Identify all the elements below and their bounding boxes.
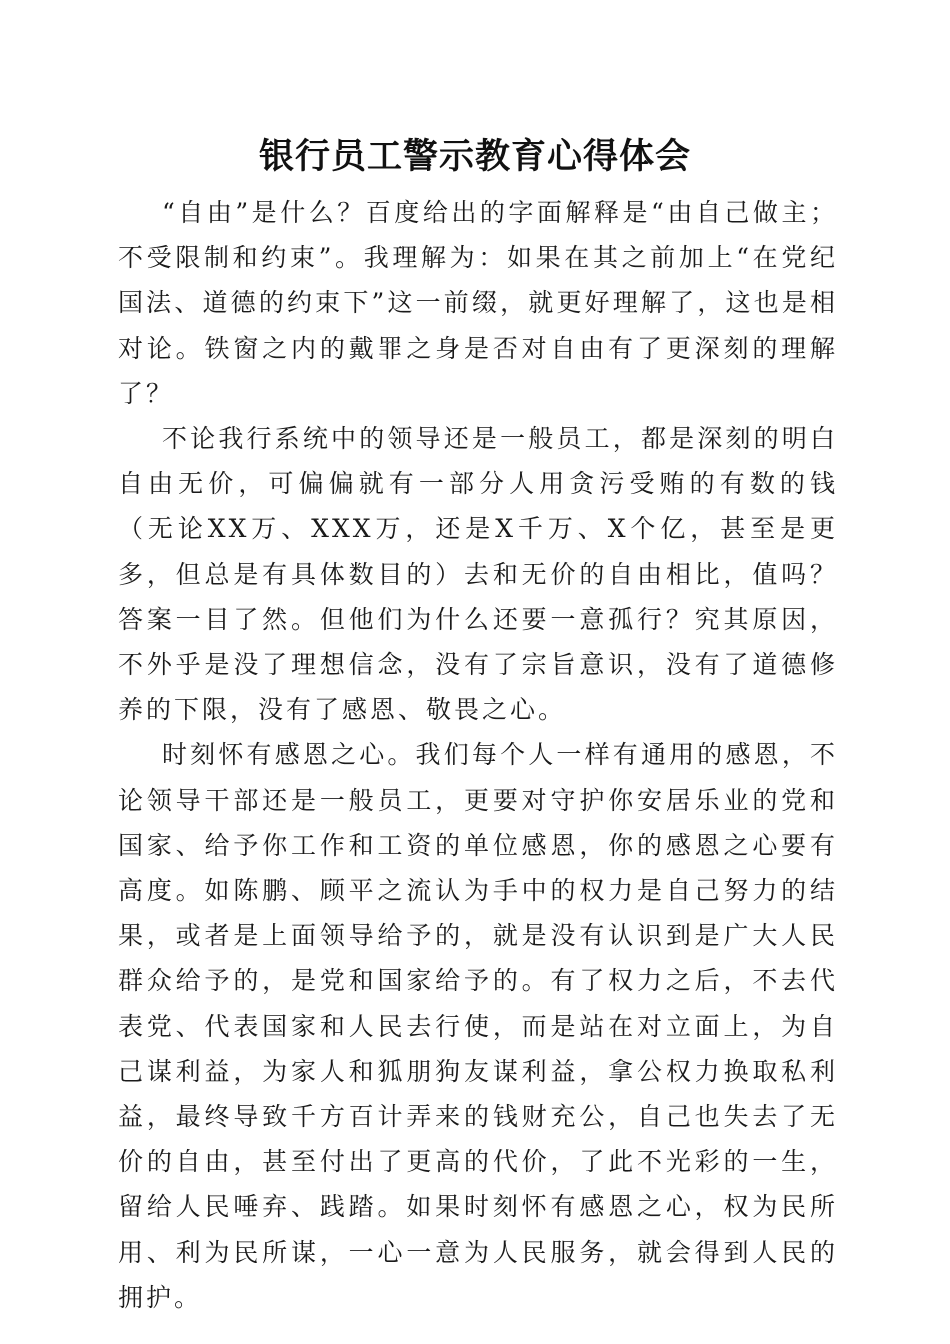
document-body	[118, 190, 838, 1320]
paragraph-freedom-definition: “自由”是什么？百度给出的字面解释是“由自己做主；不受限制和约束”。我理解为：如果在其之前加上“在党纪国法、道德的约束下”这一前缀，就更好理解了，这也是相对论。铁窗之内的戴罪之身是否对自由有了更深刻的理解了？	[118, 198, 838, 408]
document-title: 银行员工警示教育心得体会	[258, 137, 691, 177]
paragraph-gratitude: 时刻怀有感恩之心。我们每个人一样有通用的感恩，不论领导干部还是一般员工，更要对守护你安居乐业的党和国家、给予你工作和工资的单位感恩，你的感恩之心要有高度。如陈鹏、顾平之流认为手中的权力是自己努力的结果，或者是上面领导给予的，就是没有认识到是广大人民群众给予的，是党和国家给予的。有了权力之后，不去代表党、代表国家和人民去行使，而是站在对立面上，为自己谋利益，为家人和狐朋狗友谋利益，拿公权力换取私利益，最终导致千方百计弄来的钱财充公，自己也失去了无价的自由，甚至付出了更高的代价，了此不光彩的一生，留给人民唾弃、践踏。如果时刻怀有感恩之心，权为民所用、利为民所谋，一心一意为人民服务，就会得到人民的拥护。	[118, 740, 838, 1312]
paragraph-freedom-priceless: 不论我行系统中的领导还是一般员工，都是深刻的明白自由无价，可偏偏就有一部分人用贪污受贿的有数的钱（无论XX万、XXX万，还是X千万、X个亿，甚至是更多，但总是有具体数目的）去和无价的自由相比，值吗？答案一目了然。但他们为什么还要一意孤行？究其原因，不外乎是没了理想信念，没有了宗旨意识，没有了道德修养的下限，没有了感恩、敬畏之心。	[118, 424, 838, 725]
